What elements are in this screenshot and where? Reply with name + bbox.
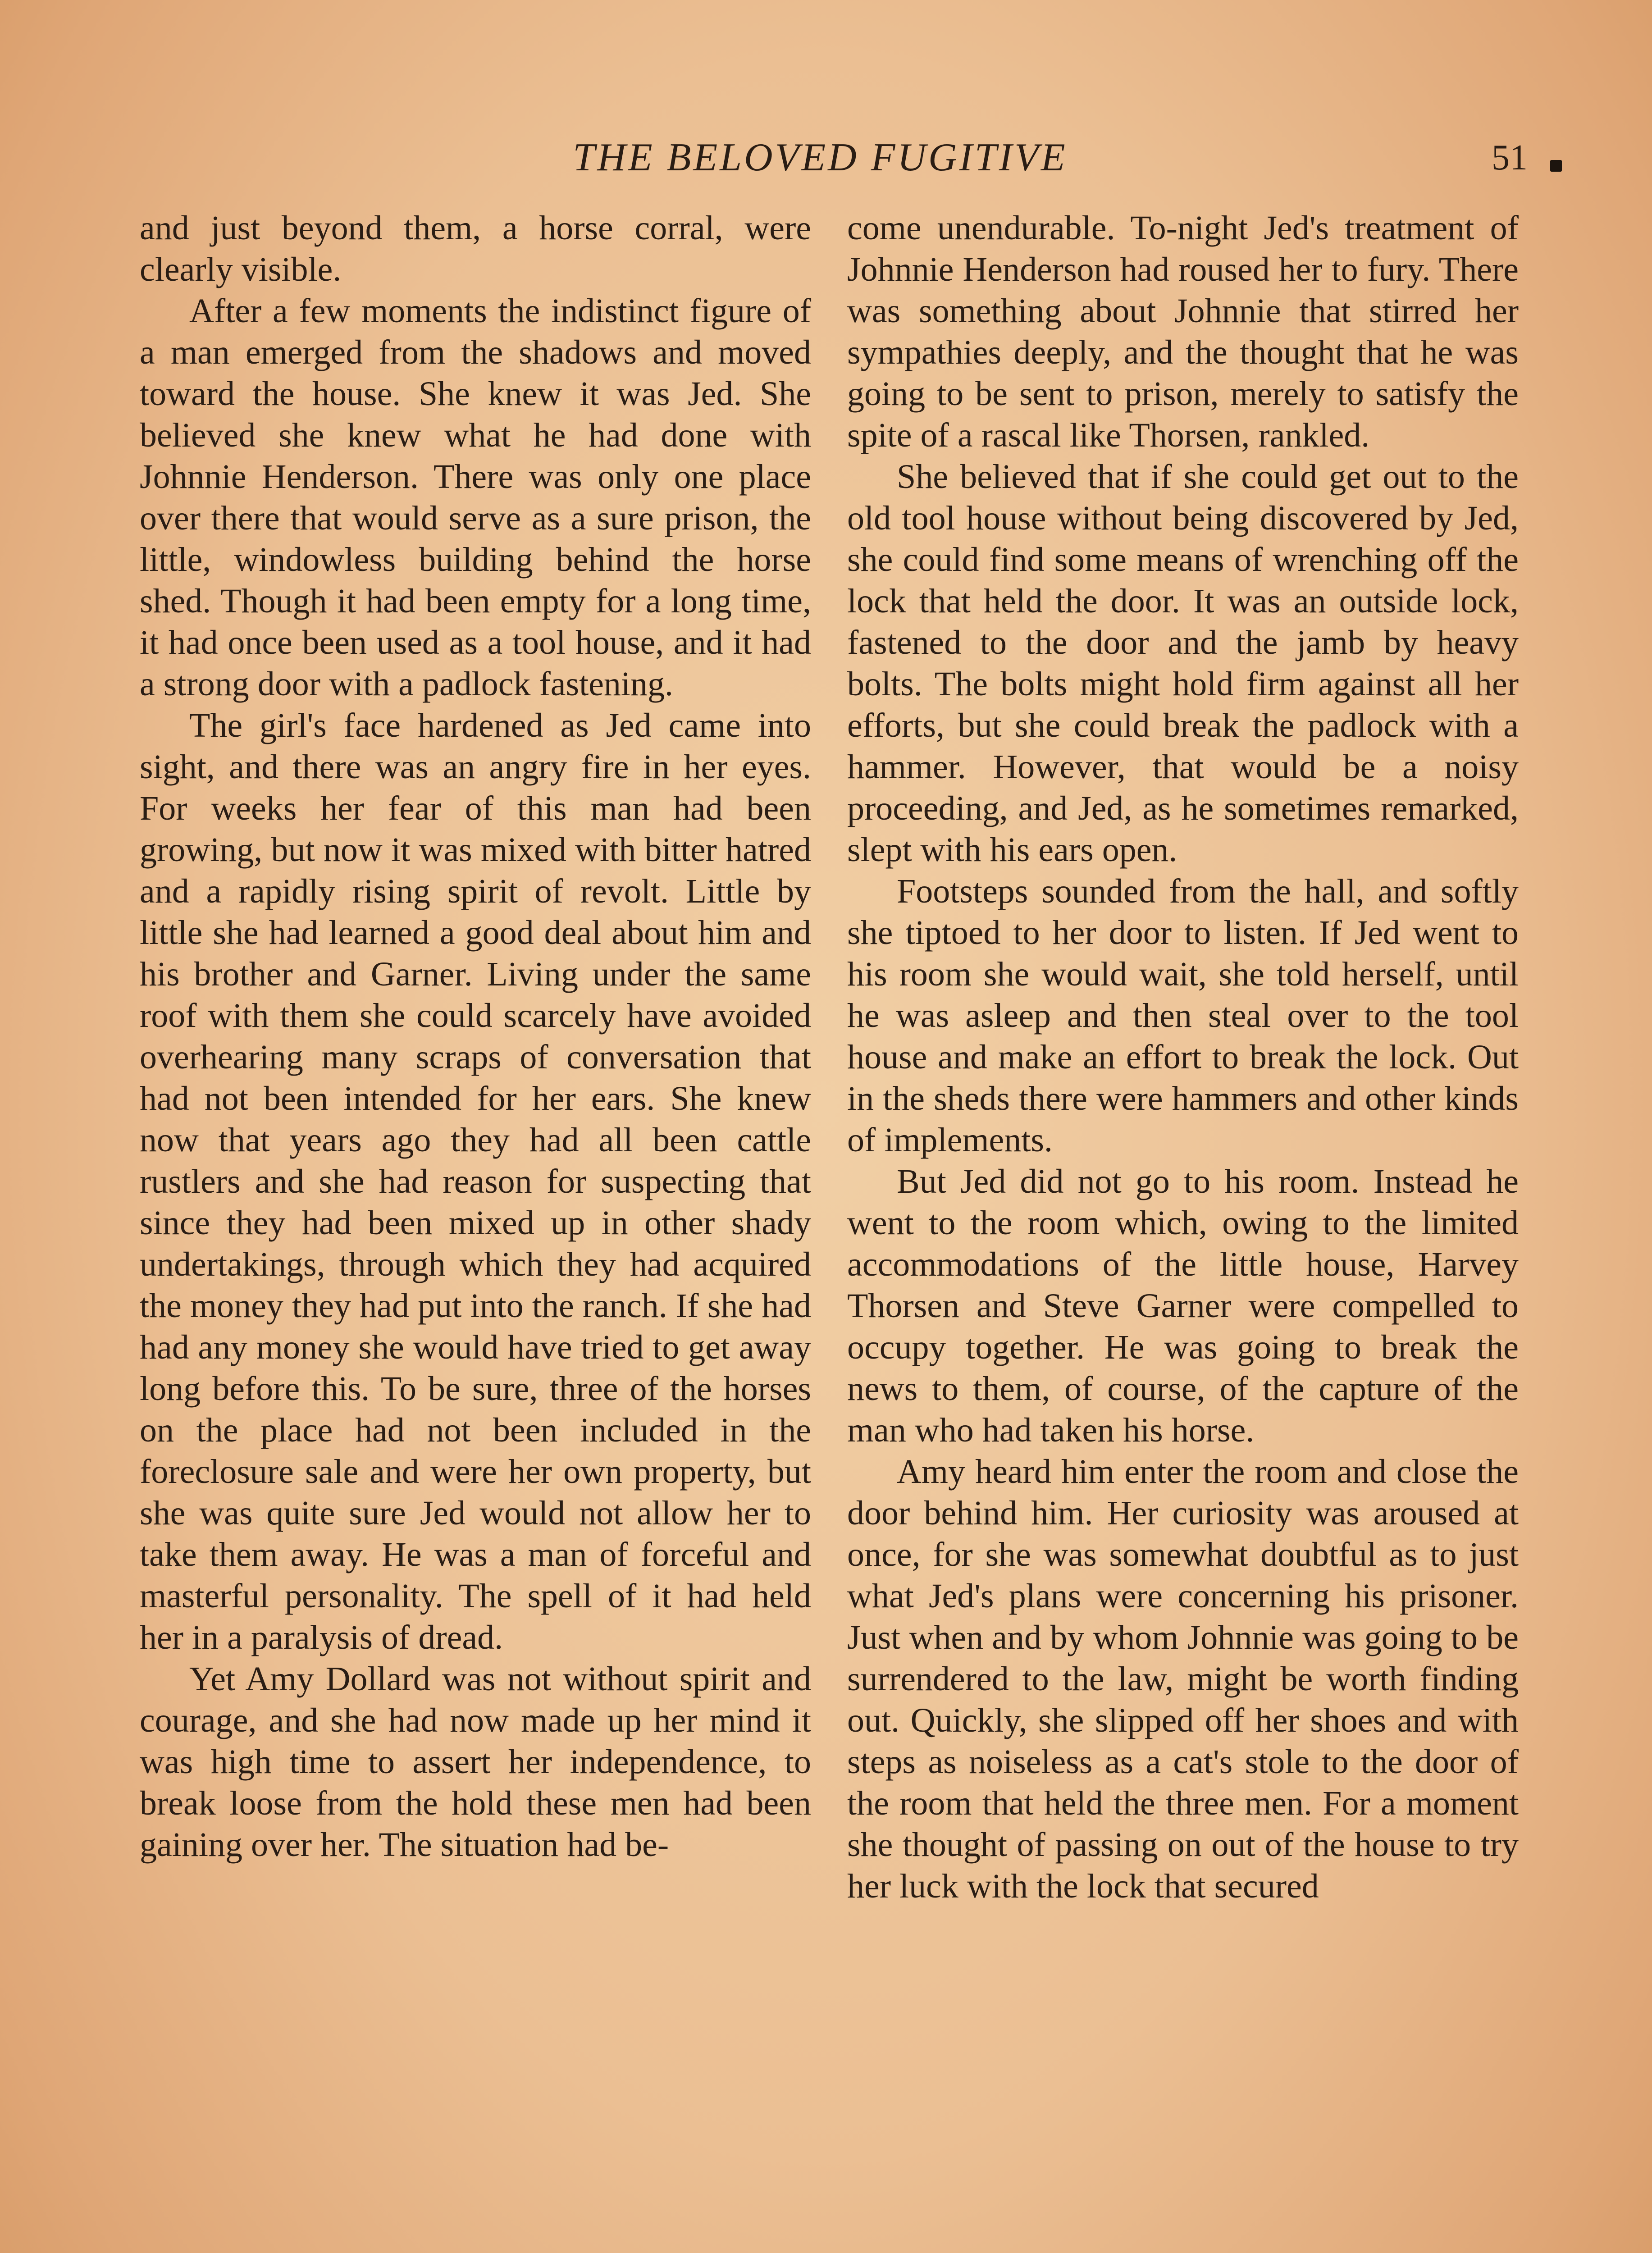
page-header	[0, 126, 1652, 189]
paragraph: Amy heard him enter the room and close the door behind him. Her curiosity was aroused at once, for she was somewhat doubtful as to just what Jed's plans were concerning his prisoner. Just when and by whom Johnnie was going to be surrendered to the law, might be worth finding out. Quickly, she slipped off her shoes and with steps as noiseless as a cat's stole to the door of the room that held the three men. For a moment she thought of passing on out of the house to try her luck with the lock that secured	[847, 1453, 1519, 1905]
left-column	[140, 207, 811, 1865]
paragraph: Yet Amy Dollard was not without spirit and courage, and she had now made up her mind it was high time to assert her independence, to break loose from the hold these men had been gaining over her. The situation had be-	[140, 1660, 811, 1864]
page-number: 51	[1492, 138, 1528, 178]
paragraph: come unendurable. To-night Jed's treatment of Johnnie Henderson had roused her to fury. There was something about Johnnie that stirred her sympathies deeply, and the thought that he was going to be sent to prison, merely to satisfy the spite of a rascal like Thorsen, rankled.	[847, 209, 1519, 454]
paragraph: Footsteps sounded from the hall, and softly she tiptoed to her door to listen. If Jed went to his room she would wait, she told herself, until he was asleep and then steal over to the tool house and make an effort to break the lock. Out in the sheds there were hammers and other kinds of implements.	[847, 872, 1519, 1159]
paragraph: But Jed did not go to his room. Instead he went to the room which, owing to the limited accommodations of the little house, Harvey Thorsen and Steve Garner were compelled to occupy together. He was going to break the news to them, of course, of the capture of the man who had taken his horse.	[847, 1163, 1519, 1449]
right-column	[847, 207, 1519, 1907]
paragraph: and just beyond them, a horse corral, were clearly visible.	[140, 209, 811, 288]
paragraph: The girl's face hardened as Jed came into sight, and there was an angry fire in her eyes. For weeks her fear of this man had been growing, but now it was mixed with bitter hatred and a rapidly rising spirit of revolt. Little by little she had learned a good deal about him and his brother and Garner. Living under the same roof with them she could scarcely have avoided overhearing many scraps of conversation that had not been intended for her ears. She knew now that years ago they had all been cattle rustlers and she had reason for suspecting that since they had been mixed up in other shady undertakings, through which they had acquired the money they had put into the ranch. If she had had any money she would have tried to get away long before this. To be sure, three of the horses on the place had not been included in the foreclosure sale and were her own property, but she was quite sure Jed would not allow her to take them away. He was a man of forceful and masterful personality. The spell of it had held her in a paralysis of dread.	[140, 707, 811, 1656]
print-mark	[1550, 160, 1562, 172]
paragraph: After a few moments the indistinct figure of a man emerged from the shadows and moved toward the house. She knew it was Jed. She believed she knew what he had done with Johnnie Henderson. There was only one place over there that would serve as a sure prison, the little, windowless building behind the horse shed. Though it had been empty for a long time, it had once been used as a tool house, and it had a strong door with a padlock fastening.	[140, 292, 811, 703]
paragraph: She believed that if she could get out to the old tool house without being discovered by Jed, she could find some means of wrenching off the lock that held the door. It was an outside lock, fastened to the door and the jamb by heavy bolts. The bolts might hold firm against all her efforts, but she could break the padlock with a hammer. However, that would be a noisy proceeding, and Jed, as he sometimes remarked, slept with his ears open.	[847, 458, 1519, 869]
running-head: THE BELOVED FUGITIVE	[573, 136, 1068, 179]
